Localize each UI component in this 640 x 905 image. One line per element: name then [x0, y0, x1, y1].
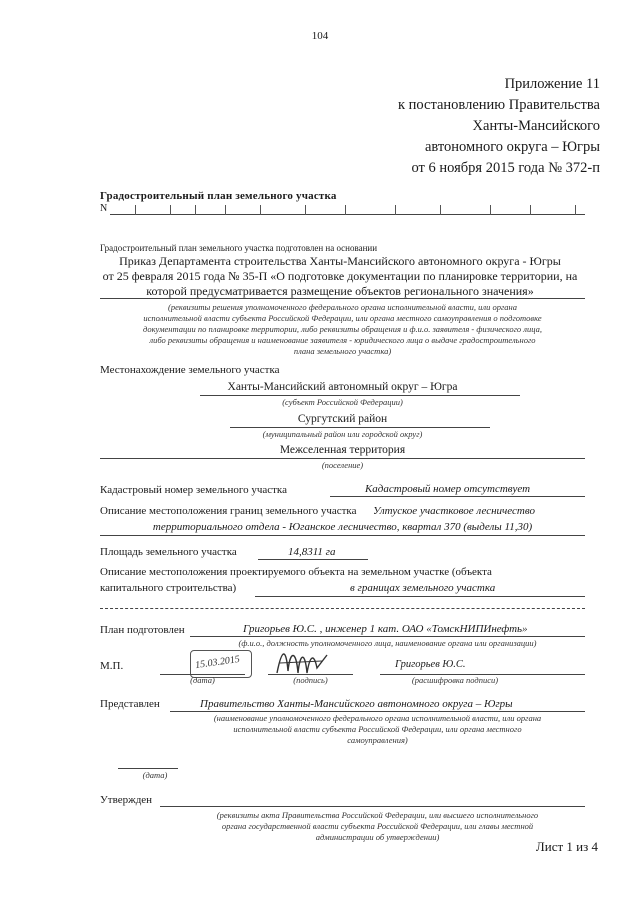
- page-number: 104: [311, 30, 329, 42]
- area-label: Площадь земельного участка: [100, 546, 237, 558]
- area-value: 14,8311 га: [288, 546, 336, 558]
- object-location-label-continued: капитального строительства): [100, 582, 237, 594]
- district-underline: [230, 427, 490, 428]
- settlement-caption: (поселение): [321, 460, 364, 470]
- approved-underline: [160, 806, 585, 807]
- order-line: которой предусматривается размещение объектов регионального значения»: [146, 284, 534, 298]
- plan-number-label: N: [100, 203, 108, 214]
- caption-line: (наименование уполномоченного федерального органа исполнительной власти, или органа: [213, 713, 542, 723]
- area-underline: [258, 559, 368, 560]
- caption-line: исполнительной власти субъекта Российской Федерации, или органа местного самоуправления о подготовке: [143, 313, 542, 323]
- plan-title: Градостроительный план земельного участка: [100, 190, 337, 202]
- number-cell-divider: [225, 205, 226, 215]
- location-label: Местонахождение земельного участка: [100, 364, 280, 376]
- plan-number-field: [110, 214, 585, 215]
- basis-label: Градостроительный план земельного участка подготовлен на основании: [100, 243, 378, 253]
- object-location-underline-2: [100, 608, 585, 609]
- boundaries-value-continued: территориального отдела - Юганское лесничество, квартал 370 (выделы 11,30): [152, 521, 533, 533]
- number-cell-divider: [440, 205, 441, 215]
- date-underline: [118, 768, 178, 769]
- caption-line: либо реквизиты обращения и наименование заявителя - юридического лица о выдаче градостроительного: [149, 335, 536, 345]
- number-cell-divider: [305, 205, 306, 215]
- caption-line: администрации об утверждении): [315, 832, 440, 842]
- order-line: Приказ Департамента строительства Ханты-Мансийского автономного округа - Югры: [119, 254, 561, 268]
- number-cell-divider: [575, 205, 576, 215]
- sheet-number: Лист 1 из 4: [535, 839, 598, 854]
- location-settlement: Межселенная территория: [279, 444, 406, 456]
- date-caption: (дата): [142, 770, 168, 780]
- stamp-date: 15.03.2015: [194, 653, 241, 672]
- object-location-value: в границах земельного участка: [350, 582, 496, 594]
- number-cell-divider: [395, 205, 396, 215]
- prepared-value: Григорьев Ю.С. , инженер 1 кат. ОАО «ТомскНИПИнефть»: [243, 623, 528, 635]
- basis-caption: [100, 302, 585, 357]
- district-caption: (муниципальный район или городской округ): [262, 429, 423, 439]
- prepared-caption: (ф.и.о., должность уполномоченного лица, наименование органа или организации): [238, 638, 537, 648]
- approved-caption: [170, 810, 585, 843]
- boundaries-underline: [100, 535, 585, 536]
- prepared-label: План подготовлен: [100, 624, 185, 636]
- appendix-line: к постановлению Правительства: [398, 97, 600, 113]
- number-cell-divider: [530, 205, 531, 215]
- approved-label: Утвержден: [100, 794, 153, 806]
- boundaries-label: Описание местоположения границ земельного участка: [100, 505, 357, 517]
- caption-line: (реквизиты акта Правительства Российской Федерации, или высшего исполнительного: [216, 810, 539, 820]
- number-cell-divider: [135, 205, 136, 215]
- object-location-underline: [255, 596, 585, 597]
- order-text: [90, 254, 590, 299]
- appendix-line: Приложение 11: [504, 76, 600, 92]
- settlement-underline: [100, 458, 585, 459]
- number-cell-divider: [260, 205, 261, 215]
- caption-line: исполнительной власти субъекта Российской Федерации, или органа местного: [233, 724, 522, 734]
- order-underline: [100, 298, 585, 299]
- mp-decode-caption: (расшифровка подписи): [411, 675, 499, 685]
- prepared-underline: [190, 636, 585, 637]
- subject-underline: [200, 395, 520, 396]
- appendix-header: [398, 74, 600, 179]
- caption-line: (реквизиты решения уполномоченного федерального органа исполнительной власти, или органа: [168, 302, 517, 312]
- location-subject: Ханты-Мансийский автономный округ – Югра: [227, 381, 458, 393]
- caption-line: плана земельного участка): [293, 346, 392, 356]
- appendix-line: Ханты-Мансийского: [472, 118, 600, 134]
- order-line: от 25 февраля 2015 года № 35-П «О подготовке документации по планировке территории, на: [102, 269, 578, 283]
- number-cell-divider: [170, 205, 171, 215]
- appendix-line: от 6 ноября 2015 года № 372-п: [411, 160, 600, 176]
- location-district: Сургутский район: [297, 413, 388, 425]
- number-cell-divider: [345, 205, 346, 215]
- mp-signature-caption: (подпись): [293, 675, 328, 685]
- submitted-value: Правительство Ханты-Мансийского автономного округа – Югры: [200, 698, 513, 710]
- caption-line: самоуправления): [347, 735, 408, 745]
- appendix-line: автономного округа – Югры: [424, 139, 600, 155]
- cadastral-value: Кадастровый номер отсутствует: [365, 483, 531, 495]
- object-location-label: Описание местоположения проектируемого объекта на земельном участке (объекта: [100, 566, 492, 578]
- submitted-underline: [170, 711, 585, 712]
- mp-label: М.П.: [100, 660, 124, 672]
- number-cell-divider: [490, 205, 491, 215]
- submitted-label: Представлен: [100, 698, 160, 710]
- signature-decode: Григорьев Ю.С.: [395, 659, 466, 670]
- caption-line: органа государственной власти субъекта Российской Федерации, или главы местной: [221, 821, 534, 831]
- number-cell-divider: [195, 205, 196, 215]
- mp-date-caption: (дата): [190, 675, 215, 685]
- boundaries-value: Ултуское участковое лесничество: [373, 505, 535, 517]
- cadastral-underline: [330, 496, 585, 497]
- subject-caption: (субъект Российской Федерации): [282, 397, 403, 407]
- submitted-caption: [170, 713, 585, 746]
- cadastral-label: Кадастровый номер земельного участка: [100, 484, 287, 496]
- caption-line: документации по планировке территории, либо реквизиты обращения и ф.и.о. заявителя - физического лица,: [143, 324, 542, 334]
